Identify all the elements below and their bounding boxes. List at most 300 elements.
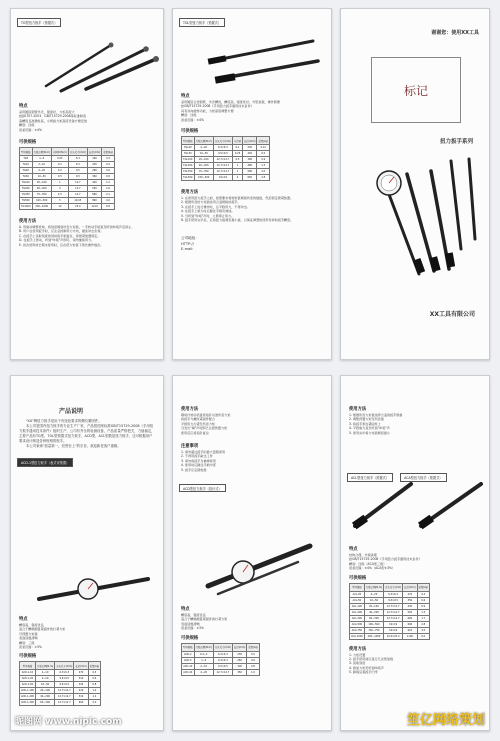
table-cell: 0.6: [88, 676, 101, 682]
table-cell: 20~100: [194, 157, 213, 163]
table-header: 方头尺寸(mm): [213, 137, 232, 145]
table-cell: 1100: [403, 633, 417, 639]
table-cell: 190: [87, 156, 101, 162]
table-cell: 480: [243, 163, 257, 169]
table-cell: ACD-20: [183, 670, 193, 674]
table-header: 型号规格: [350, 583, 365, 591]
table-cell: 260: [232, 657, 246, 663]
table-cell: 10~50: [32, 174, 51, 180]
feature-item: 精度：四级（ACA型三级）: [349, 561, 387, 566]
table-cell: 2.1: [102, 192, 115, 198]
table-cell: 40~200: [364, 609, 383, 615]
table-header: 重量(kg): [417, 583, 430, 591]
usage-heading: 使用方法: [19, 219, 37, 225]
table-cell: 350: [403, 597, 417, 603]
feature-item: 按JJG707-2003、GB/T15729-2008等标准制造: [19, 114, 87, 119]
spec-heading: 可供规格: [19, 654, 37, 660]
table-header: 力矩范围(N·m): [32, 148, 51, 156]
table-header: 重量(kg): [102, 148, 115, 156]
usage-item: 4. 在扳手上施力时应握住手柄有效线。: [181, 209, 235, 214]
dial-wrench-image: [33, 569, 153, 607]
table-cell: 12.7×12.7: [213, 169, 232, 175]
table-cell: 0.5: [232, 157, 242, 163]
spec-heading: 可供规格: [19, 140, 37, 146]
product-tag: ACD型扭力扳手（指针式）: [179, 484, 226, 492]
usage-item: 2. 根据所需的力矩值选用合适规格的扳手。: [181, 200, 241, 205]
table-cell: ACD-1-100: [21, 689, 34, 693]
table-cell: 10~50: [35, 682, 54, 688]
table-cell: TG5: [20, 156, 33, 162]
table-cell: 0.8: [247, 663, 260, 669]
spec-table: [181, 136, 270, 181]
table-cell: ACD-2: [182, 651, 195, 657]
table-cell: 1: [51, 180, 68, 186]
wrench-set-image: [349, 149, 484, 279]
table-cell: 200~1000: [364, 633, 383, 639]
table-cell: ACD-1-50: [20, 682, 36, 688]
usage-item: 3. 在扳手上进行操作时，应平稳用力，不得冲击。: [181, 204, 250, 209]
table-cell: 150~750: [364, 627, 383, 633]
table-cell: 680: [87, 192, 101, 198]
table-cell: 2.8: [417, 621, 430, 627]
table-header: 长度(mm): [87, 148, 101, 156]
spec-table: [349, 583, 430, 640]
table-header: 力矩范围(N·m): [194, 137, 213, 145]
table-cell: 0.8: [102, 174, 115, 180]
table-cell: 550: [87, 186, 101, 192]
table-cell: 520: [403, 609, 417, 615]
table-cell: 20~100: [364, 603, 383, 609]
page-tgl-wrench: [172, 8, 332, 360]
table-cell: 25.4×25.4: [384, 633, 403, 639]
product-tag-acl: ACL型扭力扳手（预置式）: [347, 473, 393, 481]
table-cell: 440: [87, 180, 101, 186]
table-cell: ACD-5: [182, 657, 195, 663]
table-cell: ACD-1-300: [21, 701, 34, 705]
feature-item: 结构合理，外观美观: [349, 553, 377, 557]
spec-heading: 可供规格: [181, 129, 199, 135]
feature-item: 表盘读数清晰: [181, 621, 200, 626]
table-cell: 690: [403, 621, 417, 627]
table-cell: 60~300: [35, 700, 54, 706]
usage2-item: 3. 读取刻度: [349, 661, 366, 666]
thanks-line: 谢谢您：使用XX工具: [431, 30, 479, 36]
note-item: 2. 不得用扳手敲击工件: [181, 454, 213, 459]
table-cell: 1~5: [194, 657, 213, 663]
table-header: 重量(kg): [257, 137, 270, 145]
usage-item: E. 首次使用或长期未使用时，应在低力矩值下预先操作数次。: [19, 242, 104, 247]
table-cell: 0.6: [417, 597, 430, 603]
table-cell: 270: [74, 670, 88, 676]
table-cell: 12.7×12.7: [55, 694, 74, 700]
table-cell: ACD-1-200: [21, 695, 34, 699]
table-cell: 1.2: [102, 180, 115, 186]
table-cell: ACL-20: [350, 591, 365, 597]
table-cell: ACL-300: [350, 615, 365, 621]
table-cell: 510: [74, 694, 88, 700]
table-cell: 245: [243, 145, 257, 151]
table-cell: 20~100: [35, 688, 54, 694]
logo-text: 标记: [403, 83, 428, 98]
table-cell: TGL50: [182, 151, 195, 157]
table-cell: 600: [403, 615, 417, 621]
table-cell: 1.3: [417, 609, 430, 615]
table-cell: 1.7: [417, 615, 430, 621]
product-tag: TGL型扭力扳手（预置式）: [179, 18, 225, 26]
table-cell: TGL200: [183, 164, 193, 168]
table-cell: 0.1: [51, 162, 68, 168]
feature-item: 精度：四级: [181, 113, 197, 118]
table-header: 方头尺寸(mm): [213, 643, 232, 651]
features-heading: 特点: [181, 94, 190, 99]
table-cell: 9.5: [68, 168, 87, 174]
table-cell: 2.5: [51, 192, 68, 198]
table-cell: 12.7: [68, 186, 87, 192]
feature-item: 误差范围：±3%: [19, 645, 42, 650]
table-cell: TGL100: [183, 158, 193, 162]
table-cell: 320: [243, 151, 257, 157]
table-cell: 40~200: [194, 163, 213, 169]
table-cell: 1210: [87, 204, 101, 210]
table-cell: 410: [74, 688, 88, 694]
table-header: 力矩范围(N·m): [35, 662, 54, 670]
table-row: [350, 633, 430, 639]
table-cell: 20~100: [32, 180, 51, 186]
table-cell: 0.5: [257, 151, 270, 157]
usage-item: D. 在扳手上拨动，听到"咔嗒"声即可，请勿继续用力。: [19, 238, 95, 243]
table-header: 长度(mm): [232, 643, 246, 651]
spec-table: [181, 643, 260, 676]
table-cell: 430: [403, 603, 417, 609]
usage-item: 4. 平稳施力直至听到"咔嗒"声: [349, 426, 390, 431]
usage-item: 平稳用力拧紧至所需力矩: [181, 421, 216, 426]
table-cell: 230: [232, 651, 246, 657]
table-header: 分度值: [232, 137, 242, 145]
table-cell: 4~20: [194, 145, 213, 151]
table-cell: TGL350: [183, 170, 193, 174]
table-cell: 2~10: [32, 162, 51, 168]
table-cell: 12.7×12.7: [213, 669, 232, 675]
table-row: [182, 669, 260, 675]
wrench-pair-image: [349, 476, 487, 536]
table-cell: 1.6: [102, 186, 115, 192]
table-row: [182, 175, 270, 181]
table-cell: 12.7×12.7: [55, 688, 74, 694]
table-cell: 19×19: [213, 175, 232, 181]
table-cell: 9.5×9.5: [384, 597, 403, 603]
table-header: 力矩范围(N·m): [364, 583, 383, 591]
usage-heading: 使用方法: [181, 190, 199, 196]
table-cell: 70~350: [194, 169, 213, 175]
spec-heading: 可供规格: [349, 575, 367, 581]
feature-item: 误差范围：±4%: [181, 117, 204, 122]
table-header: 方头尺寸(mm): [55, 662, 74, 670]
table-cell: 1: [232, 163, 242, 169]
table-cell: TG500: [20, 198, 33, 204]
product-tag: ACD-1型扭力扳手（表式可预置）: [17, 458, 73, 466]
table-cell: 1.4: [88, 694, 101, 700]
table-cell: 0.3: [102, 156, 115, 162]
table-cell: 19×19: [384, 627, 403, 633]
feature-item: 误差范围：±4%: [19, 127, 42, 132]
table-cell: 6.3×6.3: [213, 145, 232, 151]
usage-item: 5. 使用完毕将力矩值调回最小: [349, 430, 391, 435]
usage-item: 2. 调整预置力矩至所需值: [349, 417, 384, 422]
note-item: 4. 使用时应握住手柄中部: [181, 463, 216, 468]
feature-item: 具有双向旋转功能，力矩高度调整方便: [181, 108, 234, 113]
feature-item: 误差范围：±3%: [181, 626, 204, 631]
table-cell: 0.25: [232, 151, 242, 157]
table-cell: 0.5: [247, 651, 260, 657]
table-cell: 0.9: [417, 603, 430, 609]
features-heading: 特点: [181, 607, 190, 612]
table-cell: 4~20: [35, 676, 54, 682]
usage-item: A. 用旋动调整机构，将刻度调到所需力矩值，一手转动手柄直至听到咔嗒声后停止。: [19, 225, 135, 230]
table-cell: 19×19: [384, 621, 403, 627]
feature-item: 表盘读数清晰: [19, 636, 38, 641]
note-item: 3. 请勿将扳手当撬棒使用: [181, 458, 216, 463]
torque-wrench-image: [41, 31, 161, 93]
feature-item: 误差范围：±4%（ACA型±3%）: [349, 566, 396, 571]
table-cell: 600: [74, 700, 88, 706]
table-cell: 12.7×12.7: [384, 615, 403, 621]
table-cell: 910: [403, 627, 417, 633]
table-cell: ACD-10: [183, 664, 193, 668]
table-cell: 12.7×12.7: [213, 163, 232, 169]
table-cell: 100~500: [364, 621, 383, 627]
table-cell: 890: [87, 198, 101, 204]
usage2-item: 5. 卸载后将扳手归零: [349, 670, 378, 675]
table-cell: 390: [243, 157, 257, 163]
table-cell: 1~5: [32, 156, 51, 162]
features-heading: 特点: [349, 547, 358, 552]
table-cell: 2.0: [257, 169, 270, 175]
table-row: [20, 700, 101, 706]
table-cell: 0.4: [102, 162, 115, 168]
table-cell: 4~20: [364, 591, 383, 597]
usage-item: 3. 将扳手套在紧固件上: [349, 421, 381, 426]
notes-heading: 注意事项: [181, 444, 199, 450]
table-cell: 4.5: [417, 627, 430, 633]
table-cell: 270: [403, 591, 417, 597]
feature-item: 精度高，强度优良: [19, 623, 44, 627]
table-cell: 4~20: [32, 168, 51, 174]
note-item: 1. 请勿超过扳手的最大量程使用: [181, 450, 226, 455]
page-acl-aca-wrench: [340, 375, 490, 731]
usage-item: 将扳手与螺纹紧固件配合: [181, 417, 216, 422]
table-cell: 9.5×9.5: [213, 663, 232, 669]
intro-paragraph: 本公司秉承"质量第一，信誉至上"的宗旨，欢迎新老客户惠顾。: [26, 444, 121, 448]
table-header: 长度(mm): [403, 583, 417, 591]
table-cell: 70~350: [32, 192, 51, 198]
spec-heading: 可供规格: [181, 635, 199, 641]
table-cell: 9.5×9.5: [55, 682, 74, 688]
table-cell: ACA-750: [350, 627, 365, 633]
spec-table: [19, 661, 101, 706]
usage-item: 当发出"嘀"声时即已达到预置力矩: [181, 426, 228, 431]
table-cell: ACD-1-10: [20, 670, 36, 676]
table-cell: TG350: [20, 192, 33, 198]
usage-item: 1. 在使用扭力扳手之前，按照要求将转矩值调到所需的数值，然后锁定锁紧装置。: [181, 196, 294, 201]
series-title: 扭力扳手系列: [439, 139, 473, 145]
page-tg-wrench: [10, 8, 164, 360]
table-cell: 580: [243, 169, 257, 175]
table-cell: ACD-1-20: [20, 676, 36, 682]
table-cell: 0.5: [51, 174, 68, 180]
watermark-left: 昵图网 www.nipic.com: [15, 717, 122, 727]
intro-paragraph: "XX"牌扭力扳手是用于有扭矩要求的螺纹紧固件。: [26, 419, 102, 423]
table-header: 重量(kg): [88, 662, 101, 670]
table-header: 型号规格: [182, 643, 195, 651]
table-cell: 4~20: [194, 669, 213, 675]
feature-item: 可预置力矩值: [19, 631, 38, 636]
feature-item: 适合于精确测量紧固件的拧紧力矩: [19, 627, 66, 632]
table-cell: 310: [74, 676, 88, 682]
feature-item: 采用镀铬钢管外壳，强度好，力矩高度大: [19, 110, 75, 114]
feature-item: 精度：三级: [19, 640, 35, 645]
table-cell: 40~200: [32, 186, 51, 192]
dial-wrench-image: [198, 536, 318, 596]
feature-item: 按GB/T15729-2008《手用扭力扳手通用技术条件》: [181, 104, 254, 109]
table-cell: TG100: [20, 180, 33, 186]
spec-table: [19, 147, 115, 210]
table-cell: 10: [51, 204, 68, 210]
table-cell: 280: [87, 168, 101, 174]
company-name: XX工具有限公司: [429, 311, 475, 318]
usage-heading: 使用方法: [349, 407, 367, 412]
usage2-heading: 使用方法: [349, 646, 367, 652]
table-cell: 4.0: [102, 198, 115, 204]
table-cell: TGL500: [183, 176, 193, 180]
table-cell: TG50: [20, 174, 33, 180]
table-cell: 0.1: [232, 145, 242, 151]
note-item: 5. 扳手应定期校准: [181, 467, 207, 472]
table-header: 方头尺寸(mm): [68, 148, 87, 156]
usage2-item: 1. 力矩设置: [349, 652, 366, 657]
email-label: E-mail:: [181, 247, 194, 252]
table-header: 型号规格: [20, 148, 33, 156]
table-cell: 2: [232, 175, 242, 181]
table-cell: ACA-500: [350, 621, 365, 627]
logo-box: [371, 57, 461, 123]
table-cell: 2.8: [257, 175, 270, 181]
table-cell: ACA-1000: [351, 634, 363, 638]
page-cover: [340, 8, 490, 360]
table-cell: 345: [74, 682, 88, 688]
company-address-label: 公司地址：: [181, 236, 199, 241]
usage-item: 6. 扳手使用完毕后，应将扭力值调至最小值，以保证弹簧的使用寿命和扳手精度。: [181, 218, 294, 223]
table-cell: 10~50: [194, 151, 213, 157]
usage-heading: 使用方法: [181, 407, 199, 412]
table-cell: 25.4: [68, 204, 87, 210]
table-cell: 0.2: [51, 168, 68, 174]
table-cell: TG1000: [21, 205, 31, 209]
table-cell: 60~300: [364, 615, 383, 621]
table-cell: 0.6: [102, 168, 115, 174]
table-cell: 40~200: [35, 694, 54, 700]
table-cell: 9.5: [68, 174, 87, 180]
table-cell: 360: [87, 174, 101, 180]
table-cell: 100~500: [32, 198, 51, 204]
table-cell: ACL-200: [350, 609, 365, 615]
table-cell: 19.05: [68, 198, 87, 204]
product-tag: TG型扭力扳手（预置式）: [17, 18, 61, 26]
table-row: [20, 204, 115, 210]
table-cell: 2: [51, 186, 68, 192]
table-cell: 1.0: [88, 688, 101, 694]
table-cell: 5: [51, 198, 68, 204]
feature-item: 精度高，强度优良: [181, 613, 206, 617]
table-header: 型号规格: [20, 662, 36, 670]
table-cell: 12.7×12.7: [384, 609, 403, 615]
table-header: 方头尺寸(mm): [384, 583, 403, 591]
table-cell: 0.12: [257, 145, 270, 151]
table-cell: TG200: [20, 186, 33, 192]
table-cell: 0.4: [417, 591, 430, 597]
page-product-intro: [10, 375, 164, 731]
table-cell: 350: [232, 669, 246, 675]
table-cell: 12.7: [68, 180, 87, 186]
table-cell: 2~10: [194, 663, 213, 669]
http-label: HTTP://: [181, 242, 194, 247]
table-cell: 1: [232, 169, 242, 175]
table-cell: TGL20: [182, 145, 195, 151]
table-cell: 12.7×12.7: [384, 603, 403, 609]
usage2-item: 2. 扳手使用前应进行几次预加载: [349, 657, 394, 662]
feature-item: 高精度且准确性高，小规格力矩高度设备方便安装: [19, 118, 88, 123]
table-cell: 1.3: [257, 163, 270, 169]
features-heading: 特点: [19, 617, 28, 622]
table-cell: 9.5×9.5: [213, 151, 232, 157]
usage-item: 使用后应将指针复位: [181, 430, 209, 435]
table-cell: 0.9: [257, 157, 270, 163]
table-cell: 2~10: [35, 670, 54, 676]
table-cell: 200~1000: [32, 204, 51, 210]
table-header: 长度(mm): [243, 137, 257, 145]
page-acd-wrench: [172, 375, 332, 731]
table-cell: ACL-100: [350, 603, 365, 609]
table-header: 力矩范围(N·m): [194, 643, 213, 651]
table-cell: 6.3: [68, 156, 87, 162]
feature-item: 采用镀铬合金钢管，外壳精致，精度高，强度性好，外型美观，操作简便: [181, 100, 280, 104]
table-cell: 0.5: [88, 670, 101, 676]
table-header: 重量(kg): [247, 643, 260, 651]
intro-heading: 产品说明: [59, 408, 84, 415]
table-cell: TG10: [20, 162, 33, 168]
table-cell: 12.7×12.7: [213, 157, 232, 163]
features-heading: 特点: [19, 104, 28, 109]
intro-paragraph: 本公司是国内扭力扳手的专业生产厂家，产品按国家标准GB/T15729-2008《手用扭力扳手通用技术条件》组织生产，公司有齐全的检测设备，产品质量严格把关，力值稳定，主要产品有TG型、TGL型预置式扭力扳手，ACD型、ACL型数显扭力扳手，还可根据用户要求设计制造各种规格的扳手。: [19, 424, 155, 443]
watermark-right: 笙亿网络策划: [406, 713, 485, 728]
table-cell: ACL-50: [350, 597, 365, 603]
table-cell: 6.0: [417, 633, 430, 639]
table-header: 型号规格: [182, 137, 195, 145]
usage-item: B. 用户在使用扳手时，应注意控制用力方向，避免冲击负荷。: [19, 229, 104, 234]
usage2-item: 4. 施加力矩至听到咔嗒声: [349, 665, 384, 670]
table-cell: 9.5×9.5: [55, 676, 74, 682]
table-cell: 300: [232, 663, 246, 669]
product-tag-aca: ACA型扭力扳手（预置式）: [400, 473, 446, 481]
feature-item: 适合于精确测量紧固件的拧紧力矩: [181, 617, 228, 622]
table-cell: 12.7×12.7: [55, 700, 74, 706]
table-cell: 6.3×6.3: [213, 651, 232, 657]
table-cell: 6.3×6.3: [213, 657, 232, 663]
table-cell: 0.4~2: [194, 651, 213, 657]
feature-item: 按GB/T15729-2008《手用扭力扳手通用技术条件》: [349, 557, 422, 562]
usage-item: 5. 当听到"咔嗒"声时，立即停止用力。: [181, 213, 235, 218]
table-cell: 0.6: [247, 657, 260, 663]
usage-item: C. 在扳手上读取刻度的同时将手柄复位，使锁紧装置锁定。: [19, 233, 101, 238]
